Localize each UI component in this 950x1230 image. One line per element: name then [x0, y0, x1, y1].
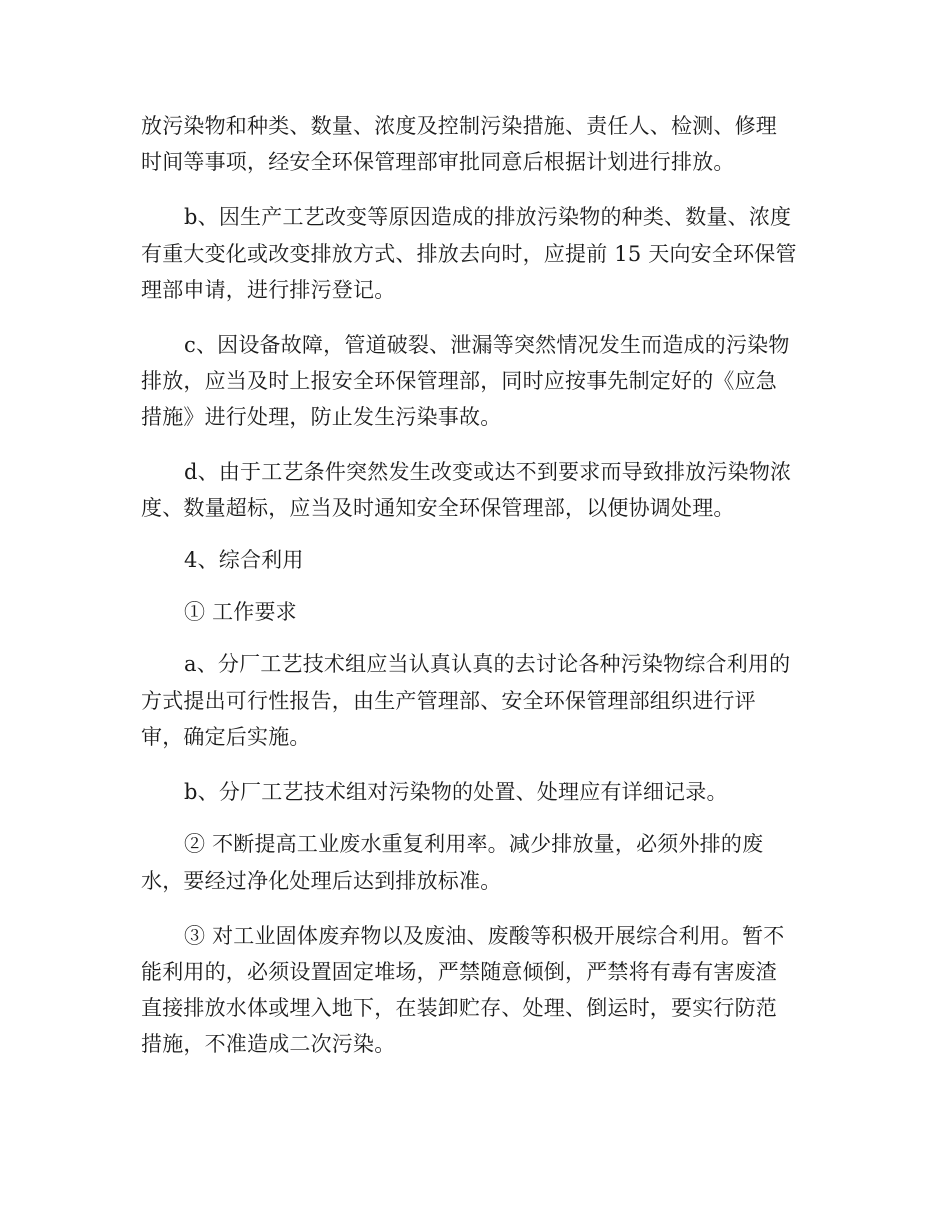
p7-line-1: a、分厂工艺技术组应当认真认真的去讨论各种污染物综合利用的	[184, 652, 791, 676]
p7-line-3: 审，确定后实施。	[141, 725, 311, 749]
sub-heading: ① 工作要求	[184, 600, 297, 624]
p1-line-1: 放污染物和种类、数量、浓度及控制污染措施、责任人、检测、修理	[141, 114, 777, 138]
p3-line-3: 措施》进行处理，防止发生污染事故。	[141, 405, 502, 429]
p10-line-1: ③ 对工业固体废弃物以及废油、废酸等积极开展综合利用。暂不	[184, 924, 785, 948]
p7-line-2: 方式提出可行性报告，由生产管理部、安全环保管理部组织进行评	[141, 689, 756, 713]
p9-line-1: ② 不断提高工业废水重复利用率。减少排放量，必须外排的废	[184, 832, 764, 856]
p9-line-2: 水，要经过净化处理后达到排放标准。	[141, 869, 502, 893]
section-heading: 4、综合利用	[184, 548, 304, 572]
p1-line-2: 时间等事项，经安全环保管理部审批同意后根据计划进行排放。	[141, 150, 735, 174]
p3-line-1: c、因设备故障，管道破裂、泄漏等突然情况发生而造成的污染物	[184, 333, 790, 357]
p3-line-2: 排放，应当及时上报安全环保管理部，同时应按事先制定好的《应急	[141, 369, 777, 393]
p2-line-2: 有重大变化或改变排放方式、排放去向时，应提前 15 天向安全环保管	[141, 242, 797, 266]
p10-line-3: 直接排放水体或埋入地下，在装卸贮存、处理、倒运时，要实行防范	[141, 996, 777, 1020]
p4-line-2: 度、数量超标，应当及时通知安全环保管理部，以便协调处理。	[141, 496, 735, 520]
p8-line-1: b、分厂工艺技术组对污染物的处置、处理应有详细记录。	[184, 780, 728, 804]
p2-line-3: 理部申请，进行排污登记。	[141, 278, 396, 302]
p10-line-2: 能利用的，必须设置固定堆场，严禁随意倾倒，严禁将有毒有害废渣	[141, 960, 777, 984]
p10-line-4: 措施，不准造成二次污染。	[141, 1032, 396, 1056]
p2-line-1: b、因生产工艺改变等原因造成的排放污染物的种类、数量、浓度	[184, 205, 792, 229]
p4-line-1: d、由于工艺条件突然发生改变或达不到要求而导致排放污染物浓	[184, 460, 792, 484]
